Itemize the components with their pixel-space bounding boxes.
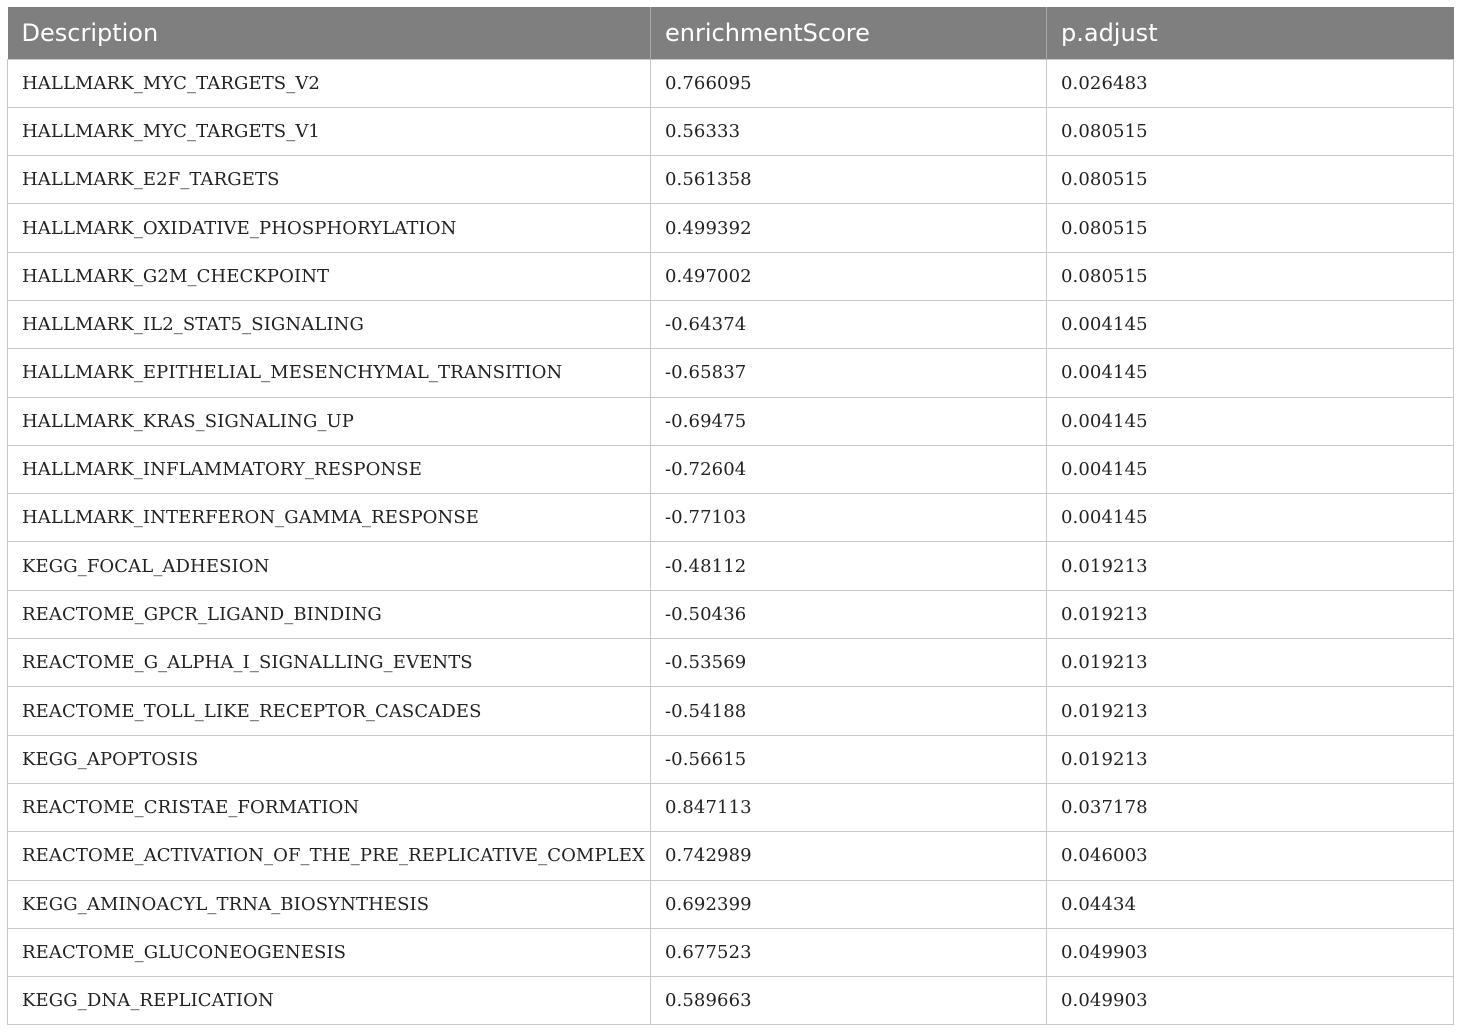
cell-enrichment-score: 0.499392 xyxy=(651,204,1047,252)
cell-p-adjust: 0.019213 xyxy=(1047,542,1454,590)
cell-p-adjust: 0.004145 xyxy=(1047,397,1454,445)
table-row xyxy=(8,880,1454,928)
cell-enrichment-score: 0.847113 xyxy=(651,783,1047,831)
cell-enrichment-score: -0.48112 xyxy=(651,542,1047,590)
table-row xyxy=(8,687,1454,735)
cell-p-adjust: 0.004145 xyxy=(1047,494,1454,542)
cell-description: HALLMARK_E2F_TARGETS xyxy=(8,156,651,204)
header-enrichment-score: enrichmentScore xyxy=(651,7,1047,59)
cell-p-adjust: 0.004145 xyxy=(1047,349,1454,397)
table-row xyxy=(8,783,1454,831)
table-row xyxy=(8,977,1454,1025)
table-row xyxy=(8,542,1454,590)
cell-enrichment-score: 0.692399 xyxy=(651,880,1047,928)
table-row xyxy=(8,349,1454,397)
cell-p-adjust: 0.019213 xyxy=(1047,639,1454,687)
cell-enrichment-score: -0.69475 xyxy=(651,397,1047,445)
cell-description: REACTOME_TOLL_LIKE_RECEPTOR_CASCADES xyxy=(8,687,651,735)
header-description: Description xyxy=(8,7,651,59)
cell-description: REACTOME_CRISTAE_FORMATION xyxy=(8,783,651,831)
table-row xyxy=(8,300,1454,348)
cell-enrichment-score: -0.77103 xyxy=(651,494,1047,542)
header-p-adjust: p.adjust xyxy=(1047,7,1454,59)
cell-description: KEGG_AMINOACYL_TRNA_BIOSYNTHESIS xyxy=(8,880,651,928)
cell-p-adjust: 0.080515 xyxy=(1047,107,1454,155)
cell-enrichment-score: -0.53569 xyxy=(651,639,1047,687)
cell-description: REACTOME_GPCR_LIGAND_BINDING xyxy=(8,590,651,638)
table-row xyxy=(8,735,1454,783)
enrichment-table-container xyxy=(7,7,1453,1025)
cell-description: KEGG_FOCAL_ADHESION xyxy=(8,542,651,590)
header-row xyxy=(8,7,1454,59)
cell-enrichment-score: 0.742989 xyxy=(651,832,1047,880)
cell-p-adjust: 0.049903 xyxy=(1047,928,1454,976)
table-row xyxy=(8,590,1454,638)
cell-p-adjust: 0.049903 xyxy=(1047,977,1454,1025)
table-row xyxy=(8,204,1454,252)
table-body xyxy=(8,59,1454,1025)
cell-description: REACTOME_G_ALPHA_I_SIGNALLING_EVENTS xyxy=(8,639,651,687)
cell-description: HALLMARK_EPITHELIAL_MESENCHYMAL_TRANSITION xyxy=(8,349,651,397)
table-row xyxy=(8,397,1454,445)
cell-description: HALLMARK_OXIDATIVE_PHOSPHORYLATION xyxy=(8,204,651,252)
cell-enrichment-score: 0.766095 xyxy=(651,59,1047,107)
cell-description: KEGG_DNA_REPLICATION xyxy=(8,977,651,1025)
cell-description: HALLMARK_MYC_TARGETS_V2 xyxy=(8,59,651,107)
table-row xyxy=(8,107,1454,155)
cell-p-adjust: 0.080515 xyxy=(1047,252,1454,300)
cell-p-adjust: 0.004145 xyxy=(1047,445,1454,493)
cell-description: HALLMARK_MYC_TARGETS_V1 xyxy=(8,107,651,155)
cell-description: HALLMARK_G2M_CHECKPOINT xyxy=(8,252,651,300)
cell-p-adjust: 0.019213 xyxy=(1047,735,1454,783)
cell-enrichment-score: 0.497002 xyxy=(651,252,1047,300)
cell-enrichment-score: -0.56615 xyxy=(651,735,1047,783)
cell-enrichment-score: 0.589663 xyxy=(651,977,1047,1025)
cell-description: REACTOME_GLUCONEOGENESIS xyxy=(8,928,651,976)
cell-description: HALLMARK_KRAS_SIGNALING_UP xyxy=(8,397,651,445)
cell-enrichment-score: 0.561358 xyxy=(651,156,1047,204)
cell-enrichment-score: 0.56333 xyxy=(651,107,1047,155)
cell-enrichment-score: -0.64374 xyxy=(651,300,1047,348)
table-row xyxy=(8,445,1454,493)
table-row xyxy=(8,252,1454,300)
cell-p-adjust: 0.019213 xyxy=(1047,687,1454,735)
cell-p-adjust: 0.037178 xyxy=(1047,783,1454,831)
cell-p-adjust: 0.019213 xyxy=(1047,590,1454,638)
table-row xyxy=(8,494,1454,542)
cell-p-adjust: 0.004145 xyxy=(1047,300,1454,348)
table-row xyxy=(8,59,1454,107)
cell-p-adjust: 0.080515 xyxy=(1047,156,1454,204)
cell-description: HALLMARK_INFLAMMATORY_RESPONSE xyxy=(8,445,651,493)
table-row xyxy=(8,639,1454,687)
cell-enrichment-score: -0.50436 xyxy=(651,590,1047,638)
cell-p-adjust: 0.046003 xyxy=(1047,832,1454,880)
cell-p-adjust: 0.026483 xyxy=(1047,59,1454,107)
cell-p-adjust: 0.04434 xyxy=(1047,880,1454,928)
cell-p-adjust: 0.080515 xyxy=(1047,204,1454,252)
table-row xyxy=(8,156,1454,204)
cell-enrichment-score: -0.54188 xyxy=(651,687,1047,735)
table-row xyxy=(8,832,1454,880)
cell-enrichment-score: -0.72604 xyxy=(651,445,1047,493)
cell-description: HALLMARK_INTERFERON_GAMMA_RESPONSE xyxy=(8,494,651,542)
enrichment-table xyxy=(7,7,1454,1025)
cell-enrichment-score: -0.65837 xyxy=(651,349,1047,397)
table-header xyxy=(8,7,1454,59)
cell-description: REACTOME_ACTIVATION_OF_THE_PRE_REPLICATIVE_COMPLEX xyxy=(8,832,651,880)
cell-enrichment-score: 0.677523 xyxy=(651,928,1047,976)
cell-description: KEGG_APOPTOSIS xyxy=(8,735,651,783)
table-row xyxy=(8,928,1454,976)
cell-description: HALLMARK_IL2_STAT5_SIGNALING xyxy=(8,300,651,348)
